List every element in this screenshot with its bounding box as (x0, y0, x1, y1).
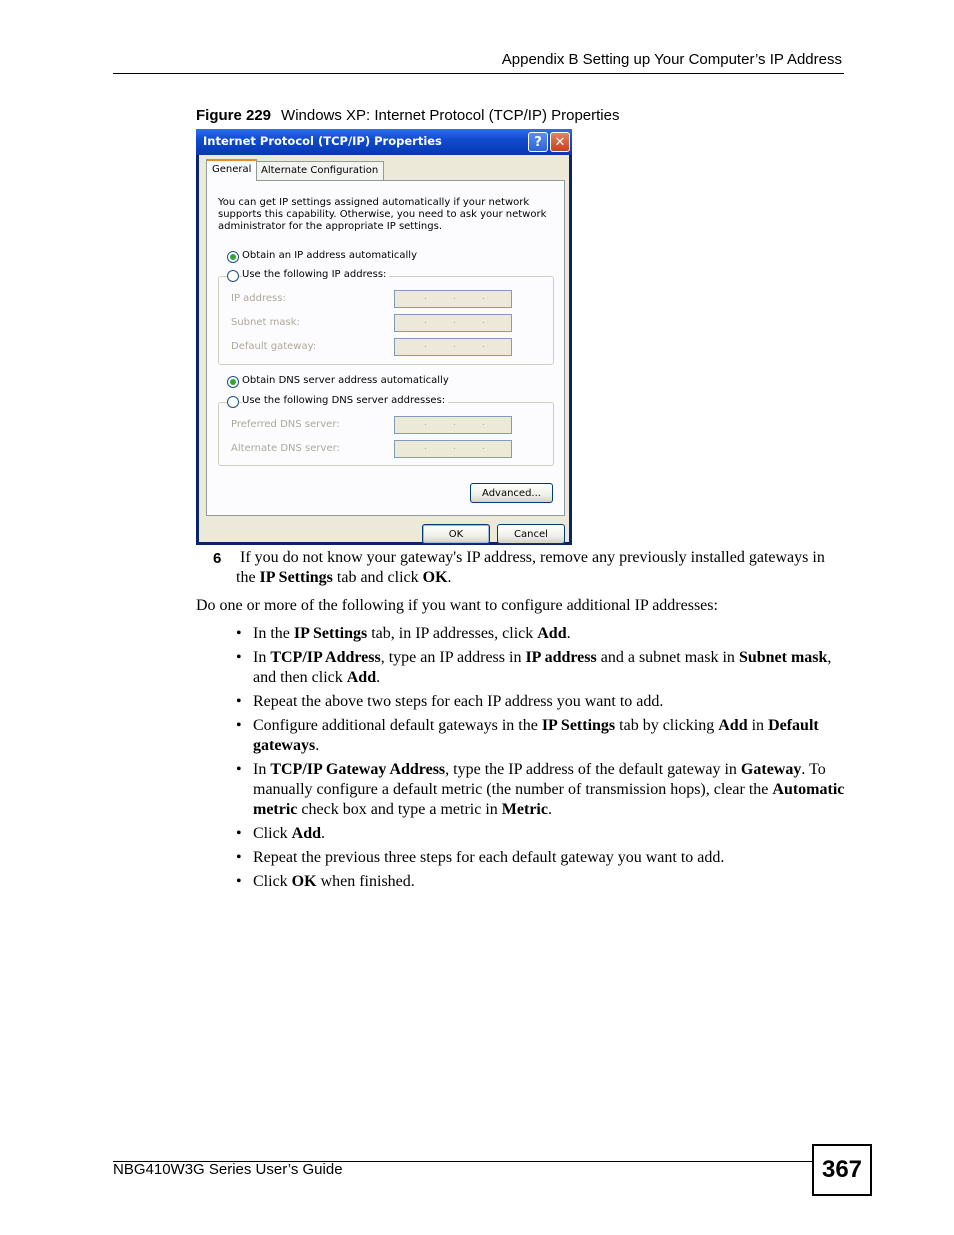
tcpip-properties-dialog (196, 129, 572, 545)
list-item: • Click Add. (236, 824, 846, 844)
dialog-title: Internet Protocol (TCP/IP) Properties (203, 134, 442, 148)
list-item: • Repeat the above two steps for each IP address you want to add. (236, 692, 846, 712)
ok-button[interactable]: OK (422, 524, 490, 544)
advanced-button[interactable]: Advanced... (470, 483, 553, 503)
obtain-dns-auto-label: Obtain DNS server address automatically (242, 375, 449, 386)
cancel-button[interactable]: Cancel (497, 524, 565, 544)
step-number: 6 (213, 550, 222, 567)
close-icon[interactable]: ✕ (550, 132, 570, 152)
default-gateway-input[interactable]: . . . (394, 338, 512, 356)
help-icon[interactable]: ? (528, 132, 548, 152)
list-item: • In TCP/IP Address, type an IP address in IP address and a subnet mask in Subnet mask, and then click Add. (236, 648, 846, 688)
obtain-ip-auto-label: Obtain an IP address automatically (242, 250, 418, 261)
subnet-mask-input[interactable]: . . . (394, 314, 512, 332)
list-item: • Configure additional default gateways in the IP Settings tab by clicking Add in Default gateways. (236, 716, 846, 756)
list-item: • Repeat the previous three steps for each default gateway you want to add. (236, 848, 846, 868)
list-item: • Click OK when finished. (236, 872, 846, 892)
preferred-dns-input[interactable]: . . . (394, 416, 512, 434)
figure-caption (196, 107, 619, 124)
figure-label: Figure 229 (196, 107, 272, 124)
intro-text: You can get IP settings assigned automatically if your network supports this capability. Otherwise, you need to ask your network administrator for the appropriate IP settings. (218, 197, 547, 232)
figure-title: Windows XP: Internet Protocol (TCP/IP) Properties (281, 107, 620, 124)
guide-title: NBG410W3G Series User’s Guide (113, 1161, 343, 1178)
alternate-dns-label: Alternate DNS server: (231, 443, 340, 454)
list-item: • In the IP Settings tab, in IP addresses, click Add. (236, 624, 846, 644)
use-following-dns-radio[interactable] (227, 396, 239, 408)
subnet-mask-label: Subnet mask: (231, 317, 300, 328)
obtain-ip-auto-radio[interactable] (227, 251, 239, 263)
default-gateway-label: Default gateway: (231, 341, 317, 352)
tab-alternate-configuration[interactable]: Alternate Configuration (255, 161, 384, 180)
use-following-dns-label: Use the following DNS server addresses: (242, 395, 448, 406)
step-text: If you do not know your gateway's IP address, remove any previously installed gateways in the IP Settings tab and click OK. (236, 549, 825, 586)
dialog-titlebar (196, 129, 572, 155)
header-rule (113, 73, 844, 74)
running-header: Appendix B Setting up Your Computer’s IP Address (501, 51, 842, 68)
list-item: • In TCP/IP Gateway Address, type the IP address of the default gateway in Gateway. To manually configure a default metric (the number of transmission hops), clear the Automatic metric check box and type a metric in Metric. (236, 760, 846, 820)
use-following-ip-radio[interactable] (227, 270, 239, 282)
tab-general[interactable]: General (206, 159, 257, 181)
use-following-ip-label: Use the following IP address: (242, 269, 389, 280)
alternate-dns-input[interactable]: . . . (394, 440, 512, 458)
intro-paragraph: Do one or more of the following if you want to configure additional IP addresses: (196, 597, 718, 614)
preferred-dns-label: Preferred DNS server: (231, 419, 340, 430)
instruction-list (236, 624, 846, 896)
ip-address-label: IP address: (231, 293, 286, 304)
dialog-client-area (199, 155, 569, 542)
obtain-dns-auto-radio[interactable] (227, 376, 239, 388)
general-tab-panel (206, 180, 565, 516)
ip-address-input[interactable]: . . . (394, 290, 512, 308)
page-number: 367 (812, 1144, 872, 1196)
